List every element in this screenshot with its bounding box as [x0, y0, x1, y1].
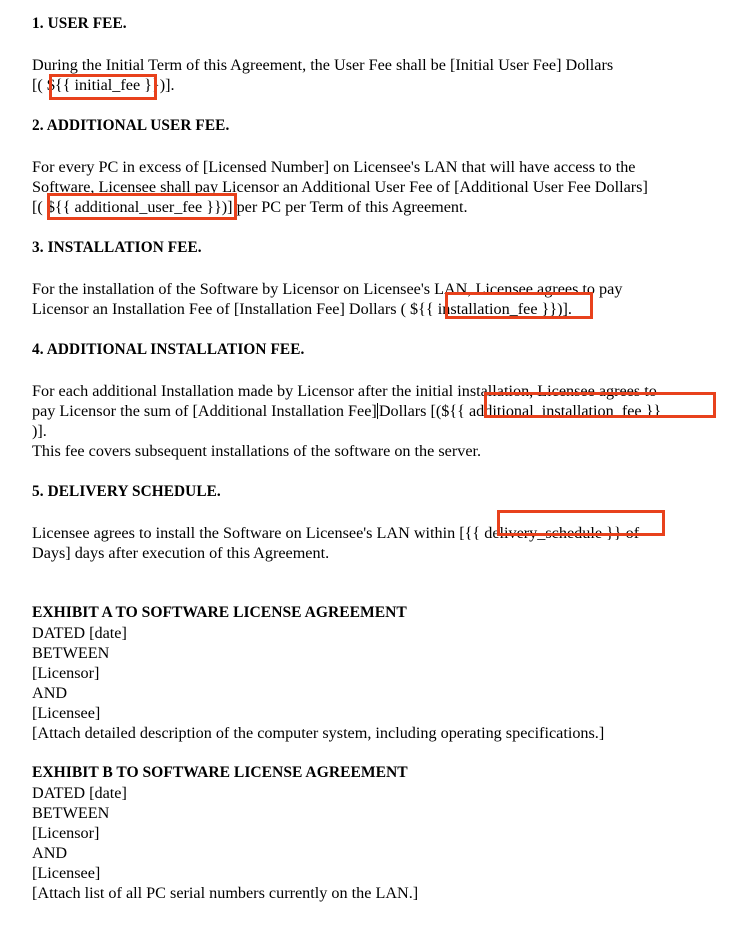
- spacer: [32, 319, 726, 340]
- exhibit-a-line-between: BETWEEN: [32, 644, 110, 662]
- additional-installation-fee-placeholder[interactable]: {{ additional_installation_fee }}: [449, 402, 662, 420]
- spacer: [32, 461, 726, 482]
- additional_installation_fee-highlight[interactable]: [484, 392, 716, 418]
- section-3-line-2-suffix: )].: [557, 300, 572, 318]
- section-3-line-1: For the installation of the Software by Licensor on Licensee's LAN, Licensee agrees to pay: [32, 280, 623, 298]
- section-1-line-2-suffix: )].: [159, 76, 175, 94]
- exhibit-b-line-licensee: [Licensee]: [32, 864, 101, 882]
- section-heading-4: 4. ADDITIONAL INSTALLATION FEE.: [32, 341, 305, 358]
- spacer: [32, 136, 726, 157]
- exhibit-a-title: EXHIBIT A TO SOFTWARE LICENSE AGREEMENT: [32, 604, 407, 621]
- additional_user_fee-highlight[interactable]: [47, 193, 237, 220]
- initial_fee-highlight[interactable]: [49, 74, 157, 100]
- spacer: [32, 743, 726, 763]
- installation_fee-highlight[interactable]: [445, 292, 593, 319]
- section-3-line-2-prefix: Licensor an Installation Fee of [Installation Fee] Dollars ( $: [32, 300, 419, 318]
- section-2-line-1: For every PC in excess of [Licensed Number] on Licensee's LAN that will have access to the: [32, 158, 636, 176]
- section-4-line-2-part-b: Dollars [($: [378, 402, 450, 420]
- exhibit-b-line-between: BETWEEN: [32, 804, 110, 822]
- section-heading-1: 1. USER FEE.: [32, 15, 127, 32]
- exhibit-b-line-licensor: [Licensor]: [32, 824, 100, 842]
- exhibit-a-line-attach: [Attach detailed description of the computer system, including operating specifications.]: [32, 724, 605, 742]
- exhibit-a-block: [32, 603, 726, 743]
- section-5-line-2: Days] days after execution of this Agreement.: [32, 544, 330, 562]
- section-5-line-1-suffix: of: [621, 524, 640, 542]
- spacer: [32, 258, 726, 279]
- section-5-open-bracket: [: [459, 524, 465, 542]
- text-caret: [377, 403, 378, 419]
- exhibit-a-line-licensee: [Licensee]: [32, 704, 101, 722]
- section-1-line-1: During the Initial Term of this Agreement, the User Fee shall be [Initial User Fee] Dollars: [32, 56, 614, 74]
- exhibit-a-line-dated: DATED [date]: [32, 624, 127, 642]
- exhibit-a-line-and: AND: [32, 684, 68, 702]
- delivery-schedule-placeholder[interactable]: {{ delivery_schedule }}: [464, 524, 622, 542]
- exhibit-b-block: [32, 763, 726, 903]
- section-1-line-2-prefix: [( $: [32, 76, 55, 94]
- installation-fee-placeholder[interactable]: {{ installation_fee }}: [418, 300, 558, 318]
- document-body: [32, 14, 726, 903]
- additional-user-fee-placeholder[interactable]: {{ additional_user_fee }}: [54, 198, 222, 216]
- exhibit-b-line-attach: [Attach list of all PC serial numbers currently on the LAN.]: [32, 884, 419, 902]
- section-2-line-3-prefix: [( $: [32, 198, 55, 216]
- spacer: [32, 563, 726, 603]
- section-heading-2: 2. ADDITIONAL USER FEE.: [32, 117, 230, 134]
- section-4-line-1: For each additional Installation made by Licensor after the initial installation, Licensee agrees to: [32, 382, 657, 400]
- section-3-paragraph: [32, 279, 726, 319]
- exhibit-b-title: EXHIBIT B TO SOFTWARE LICENSE AGREEMENT: [32, 764, 408, 781]
- exhibit-b-line-dated: DATED [date]: [32, 784, 127, 802]
- section-2-line-3-suffix: )] per PC per Term of this Agreement.: [221, 198, 468, 216]
- spacer: [32, 34, 726, 55]
- exhibit-b-line-and: AND: [32, 844, 68, 862]
- exhibit-a-line-licensor: [Licensor]: [32, 664, 100, 682]
- spacer: [32, 360, 726, 381]
- section-4-line-2-part-a: pay Licensor the sum of [Additional Installation Fee]: [32, 402, 377, 420]
- section-2-line-2: Software, Licensee shall pay Licensor an Additional User Fee of [Additional User Fee Dollars]: [32, 178, 648, 196]
- spacer: [32, 217, 726, 238]
- section-heading-5: 5. DELIVERY SCHEDULE.: [32, 483, 221, 500]
- section-5-line-1-prefix: Licensee agrees to install the Software on Licensee's LAN within: [32, 524, 460, 542]
- section-4-line-3: )].: [32, 422, 47, 440]
- section-heading-3: 3. INSTALLATION FEE.: [32, 239, 202, 256]
- section-4-line-4: This fee covers subsequent installations of the software on the server.: [32, 442, 482, 460]
- initial-fee-placeholder[interactable]: {{ initial_fee }}: [54, 76, 160, 94]
- delivery_schedule-highlight[interactable]: [497, 510, 665, 536]
